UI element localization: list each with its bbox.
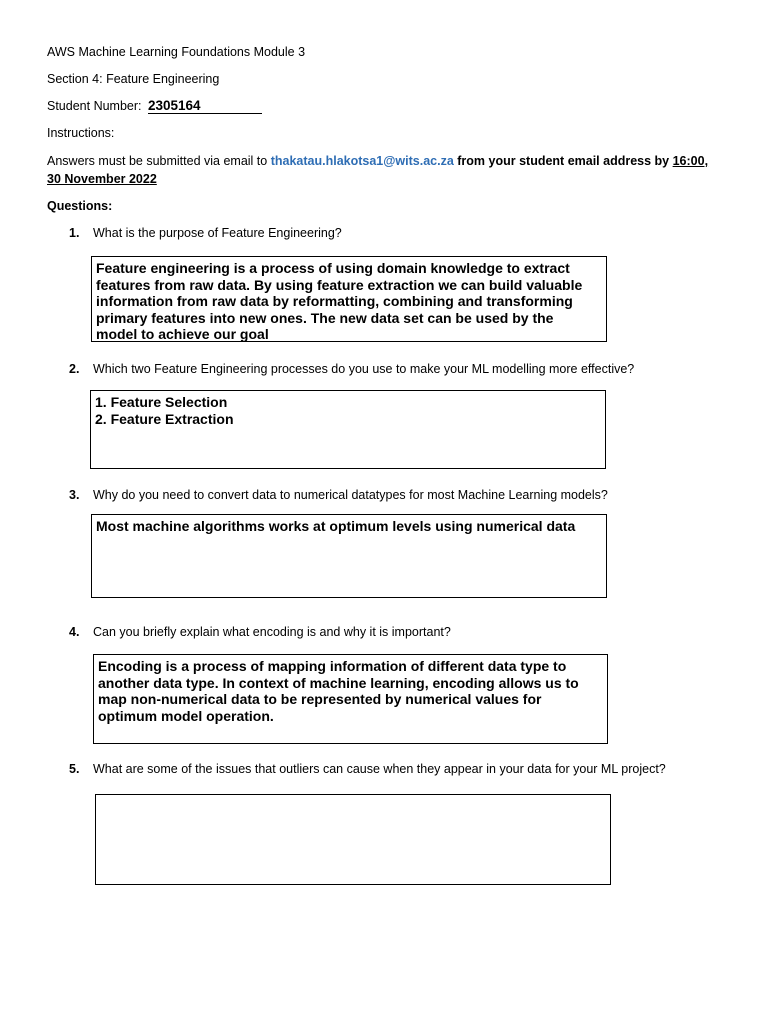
question-3-text: Why do you need to convert data to numerical datatypes for most Machine Learning models? (93, 488, 608, 502)
answer-box-5[interactable] (95, 794, 611, 885)
question-5-number: 5. (69, 762, 80, 776)
student-number-field[interactable]: 2305164 (148, 99, 262, 114)
question-2-number: 2. (69, 362, 80, 376)
questions-label: Questions: (47, 199, 113, 213)
question-4-text: Can you briefly explain what encoding is and why it is important? (93, 625, 451, 639)
answer-3-text: Most machine algorithms works at optimum levels using numerical data (96, 518, 576, 534)
answer-box-3[interactable] (91, 514, 607, 598)
instructions-label: Instructions: (47, 126, 115, 140)
instructions-text (47, 153, 708, 169)
answer-box-1[interactable] (91, 256, 607, 342)
question-5-text: What are some of the issues that outliers can cause when they appear in your data for your ML project? (93, 762, 666, 776)
question-4-number: 4. (69, 625, 80, 639)
email-link[interactable]: thakatau.hlakotsa1@wits.ac.za (270, 154, 454, 168)
question-2-text: Which two Feature Engineering processes do you use to make your ML modelling more effective? (93, 362, 635, 376)
question-1-number: 1. (69, 226, 80, 240)
document-title: AWS Machine Learning Foundations Module 3 (47, 45, 306, 59)
answer-2-text: 1. Feature Selection 2. Feature Extraction (95, 394, 234, 427)
question-3-number: 3. (69, 488, 80, 502)
deadline-time: 16:00, (672, 154, 709, 168)
answer-4-text: Encoding is a process of mapping information of different data type to another data type. In context of machine learning, encoding allows us to map non-numerical data to be represented by numerical values for optimum model operation. (98, 658, 579, 724)
answer-1-text: Feature engineering is a process of using domain knowledge to extract features from raw data. By using feature extraction we can build valuable information from raw data by reformatting, combining and transforming primary features into new ones. The new data set can be used by the model to achieve our goal (96, 260, 583, 342)
deadline-date: 30 November 2022 (47, 172, 157, 186)
question-1-text: What is the purpose of Feature Engineering? (93, 226, 342, 240)
instructions-mid: from your student email address by (453, 154, 673, 168)
instructions-prefix: Answers must be submitted via email to (47, 154, 271, 168)
student-number-label: Student Number: (47, 99, 142, 113)
answer-box-4[interactable] (93, 654, 608, 744)
section-heading: Section 4: Feature Engineering (47, 72, 220, 86)
answer-box-2[interactable] (90, 390, 606, 469)
